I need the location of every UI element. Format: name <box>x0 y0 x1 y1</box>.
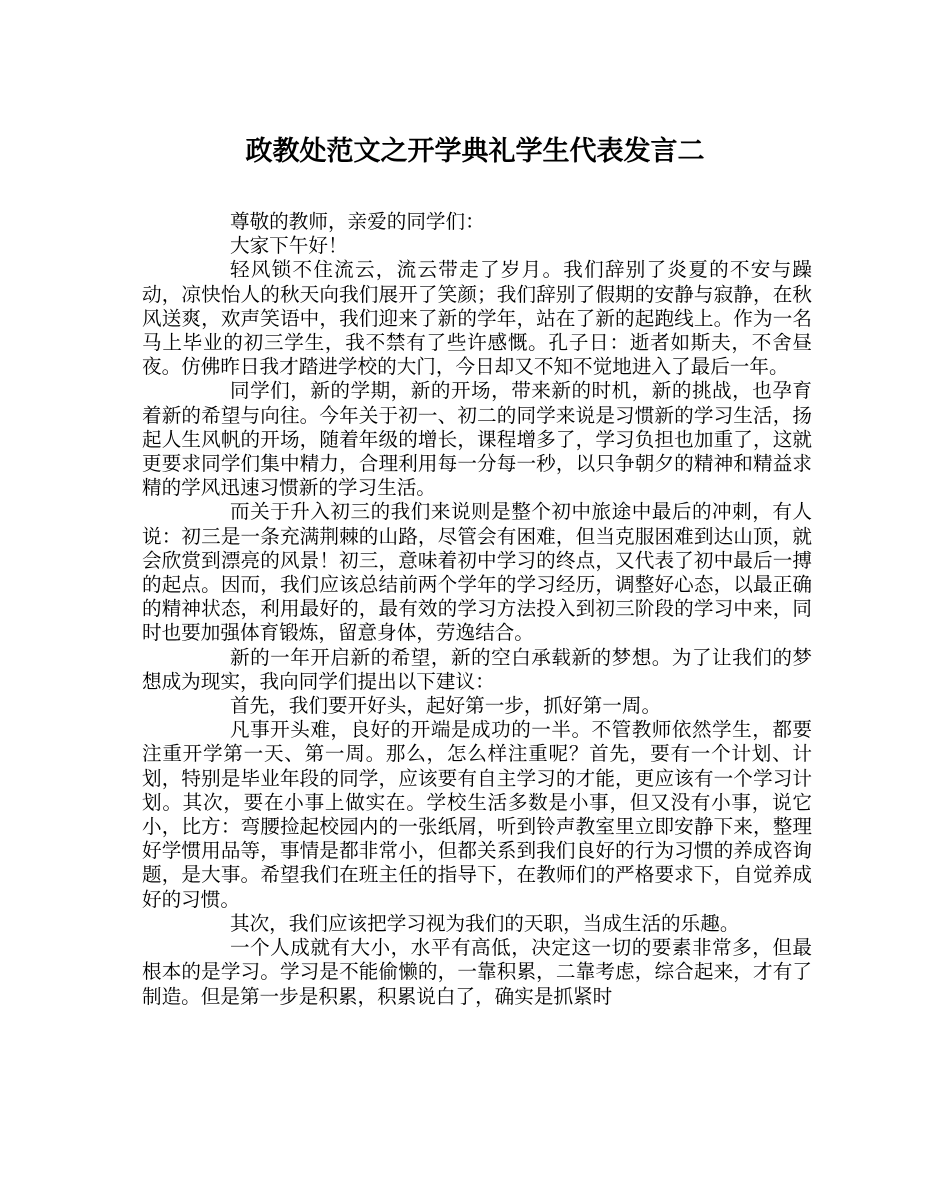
greeting: 大家下午好！ <box>230 234 348 258</box>
paragraph: 一个人成就有大小，水平有高低，决定这一切的要素非常多，但最根本的是学习。学习是不能偷懒的，一靠积累，二靠考虑，综合起来，才有了制造。但是第一步是积累，积累说白了，确实是抓紧时 <box>142 936 812 1008</box>
paragraph: 其次，我们应该把学习视为我们的天职，当成生活的乐趣。 <box>230 911 740 935</box>
paragraph: 首先，我们要开好头，起好第一步，抓好第一周。 <box>230 694 662 718</box>
salutation: 尊敬的教师，亲爱的同学们： <box>230 210 485 233</box>
document-body <box>142 210 812 1009</box>
paragraph: 凡事开头难，良好的开端是成功的一半。不管教师依然学生，都要注重开学第一天、第一周。那么，怎么样注重呢？首先，要有一个计划、计划，特别是毕业年段的同学，应该要有自主学习的才能，更应该有一个学习计划。其次，要在小事上做实在。学校生活多数是小事，但又没有小事，说它小，比方：弯腰捡起校园内的一张纸屑，听到铃声教室里立即安静下来，整理好学惯用品等，事情是都非常小，但都关系到我们良好的行为习惯的养成咨询题，是大事。希望我们在班主任的指导下，在教师们的严格要求下，自觉养成好的习惯。 <box>142 718 812 911</box>
paragraph: 同学们，新的学期，新的开场，带来新的时机，新的挑战，也孕育着新的希望与向往。今年关于初一、初二的同学来说是习惯新的学习生活，扬起人生风帆的开场，随着年级的增长，课程增多了，学习负担也加重了，这就更要求同学们集中精力，合理利用每一分每一秒，以只争朝夕的精神和精益求精的学风迅速习惯新的学习生活。 <box>142 379 812 500</box>
paragraph: 新的一年开启新的希望，新的空白承载新的梦想。为了让我们的梦想成为现实，我向同学们提出以下建议： <box>142 645 812 693</box>
paragraph: 而关于升入初三的我们来说则是整个初中旅途中最后的冲刺，有人说：初三是一条充满荆棘的山路，尽管会有困难，但当克服困难到达山顶，就会欣赏到漂亮的风景！初三，意味着初中学习的终点，又代表了初中最后一搏的起点。因而，我们应该总结前两个学年的学习经历，调整好心态，以最正确的精神状态，利用最好的，最有效的学习方法投入到初三阶段的学习中来，同时也要加强体育锻炼，留意身体，劳逸结合。 <box>142 500 812 645</box>
document-title: 政教处范文之开学典礼学生代表发言二 <box>245 136 705 167</box>
paragraph: 轻风锁不住流云，流云带走了岁月。我们辞别了炎夏的不安与躁动，凉快怡人的秋天向我们展开了笑颜；我们辞别了假期的安静与寂静，在秋风送爽，欢声笑语中，我们迎来了新的学年，站在了新的起跑线上。作为一名马上毕业的初三学生，我不禁有了些许感慨。孔子日：逝者如斯夫，不舍昼夜。仿佛昨日我才踏进学校的大门，今日却又不知不觉地进入了最后一年。 <box>142 258 812 379</box>
